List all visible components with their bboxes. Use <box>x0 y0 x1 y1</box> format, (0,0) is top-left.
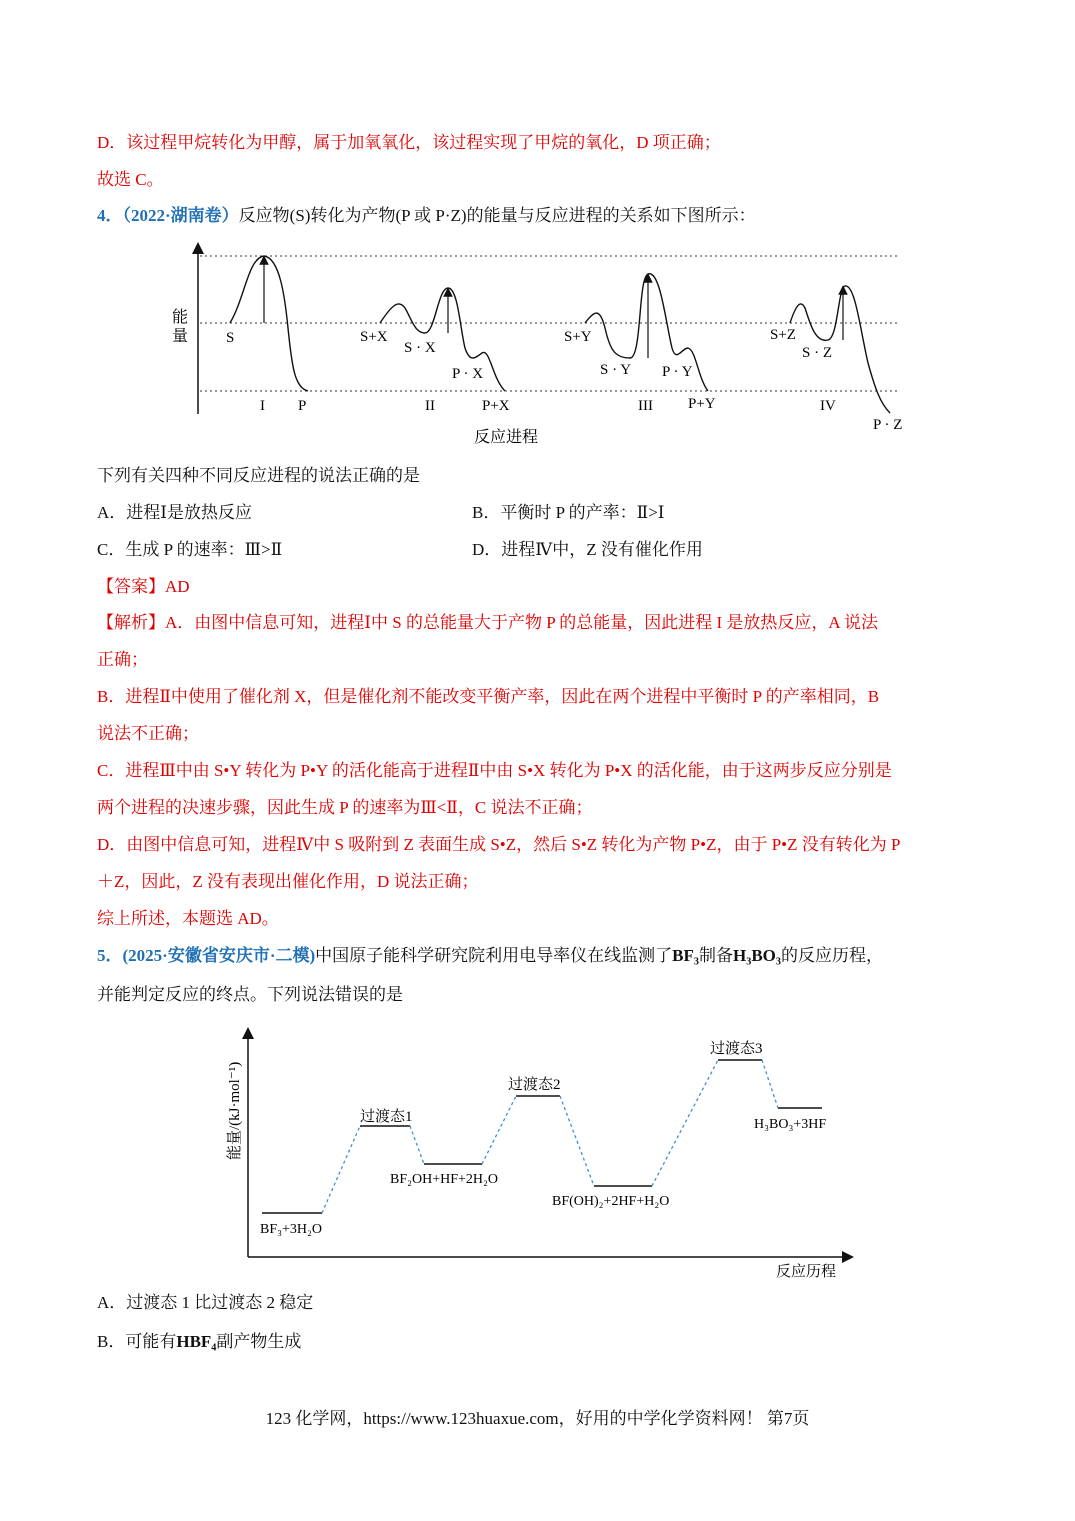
q4-question-text: 反应物(S)转化为产物(P 或 P·Z)的能量与反应进程的关系如下图所示： <box>238 206 756 225</box>
fig2-connector-6 <box>762 1060 778 1108</box>
q5-option-a: A．过渡态 1 比过渡态 2 稳定 <box>97 1293 314 1312</box>
fig2-ylabel: 能量/(kJ·mol⁻¹) <box>227 1061 243 1160</box>
q5-text-b: 制备 <box>699 946 733 965</box>
q5-number: 5． <box>97 946 123 965</box>
fig2-connector-1 <box>322 1126 360 1213</box>
q4-source: （2022·湖南卷） <box>122 206 239 225</box>
fig1-label-P: P <box>298 398 307 414</box>
q5-option-b-text-b: 副产物生成 <box>216 1332 302 1351</box>
q4-header <box>97 205 756 227</box>
fig1-label-P_Z: P · Z <box>873 417 903 433</box>
q4-summary: 综上所述，本题选 AD。 <box>97 909 279 928</box>
fig1-label-P_Y: P · Y <box>662 364 693 380</box>
fig2-connector-5 <box>652 1060 718 1186</box>
prev-answer-summary: 故选 C。 <box>97 170 164 189</box>
q4-explanation-4a: D．由图中信息可知，进程Ⅳ中 S 吸附到 Z 表面生成 S•Z，然后 S•Z 转化为产物 P•Z，由于 P•Z 没有转化为 P <box>97 835 901 854</box>
q4-stem: 下列有关四种不同反应进程的说法正确的是 <box>97 466 420 485</box>
q4-explanation-3b: 两个进程的决速步骤，因此生成 P 的速率为Ⅲ<Ⅱ，C 说法不正确； <box>97 798 593 817</box>
fig1-label-PY: P+Y <box>688 396 716 412</box>
q4-explanation-1b: 正确； <box>97 650 148 669</box>
q4-number: 4． <box>97 206 123 225</box>
q4-explanation-3a: C．进程Ⅲ中由 S•Y 转化为 P•Y 的活化能高于进程Ⅱ中由 S•X 转化为 P•X 的活化能，由于这两步反应分别是 <box>97 761 892 780</box>
q5-option-b <box>97 1331 301 1353</box>
fig2-connector-3 <box>482 1096 516 1164</box>
q5-h3bo3: H₃BO₃ <box>733 946 781 965</box>
prev-option-d-explanation: D．该过程甲烷转化为甲醇，属于加氧氧化，该过程实现了甲烷的氧化，D 项正确； <box>97 133 721 152</box>
fig1-label-II: II <box>425 398 435 414</box>
fig2-label-reactants: BF₃+3H₂O <box>260 1222 323 1237</box>
fig2-connector-4 <box>560 1096 594 1186</box>
fig1-label-PX: P+X <box>482 398 510 414</box>
fig1-label-III: III <box>638 398 653 414</box>
fig1-label-P_X: P · X <box>452 366 484 382</box>
fig1-label-S: S <box>226 330 235 346</box>
page-footer: 123 化学网，https://www.123huaxue.com，好用的中学化学资料网！ 第7页 <box>265 1409 810 1428</box>
q5-option-b-chem: HBF₄ <box>176 1332 217 1351</box>
fig1-label-S_Z: S · Z <box>802 345 832 361</box>
fig2-label-products: H₃BO₃+3HF <box>754 1117 827 1132</box>
fig2-label-int1: BF₂OH+HF+2H₂O <box>390 1172 499 1187</box>
q5-text-c: 的反应历程， <box>780 946 883 965</box>
q5-reaction-profile-figure <box>220 1025 860 1285</box>
q5-text-2: 并能判定反应的终点。下列说法错误的是 <box>97 985 403 1004</box>
fig2-label-int2: BF(OH)₂+2HF+H₂O <box>552 1194 670 1209</box>
q4-answer: 【答案】AD <box>97 577 190 596</box>
q4-option-a: A．进程Ⅰ是放热反应 <box>97 503 252 522</box>
fig1-label-S_Y: S · Y <box>600 362 632 378</box>
fig1-label-SY: S+Y <box>564 329 592 345</box>
fig2-label-ts1: 过渡态1 <box>360 1109 413 1125</box>
q5-bf3: BF₃ <box>672 946 699 965</box>
q4-explanation-2a: B．进程Ⅱ中使用了催化剂 X，但是催化剂不能改变平衡产率，因此在两个进程中平衡时 P 的产率相同，B <box>97 687 880 706</box>
fig2-label-ts3: 过渡态3 <box>710 1041 763 1057</box>
q4-option-c: C．生成 P 的速率：Ⅲ>Ⅱ <box>97 540 283 559</box>
q4-option-d: D．进程Ⅳ中，Z 没有催化作用 <box>472 540 703 559</box>
fig1-label-SX: S+X <box>360 329 388 345</box>
fig1-label-IV: IV <box>820 398 836 414</box>
fig2-label-ts2: 过渡态2 <box>508 1077 561 1093</box>
fig2-connector-2 <box>410 1126 424 1164</box>
q4-explanation-4b: ＋Z，因此，Z 没有表现出催化作用，D 说法正确； <box>97 872 479 891</box>
fig1-label-S_X: S · X <box>404 340 436 356</box>
q4-energy-profile-figure <box>160 238 920 450</box>
fig1-curve-process-2 <box>380 288 505 391</box>
fig1-ylabel-char-1: 能 <box>172 309 189 326</box>
fig1-label-SZ: S+Z <box>770 327 796 343</box>
q5-source: (2025·安徽省安庆市·二模) <box>122 946 316 965</box>
q5-text-a: 中国原子能科学研究院利用电导率仪在线监测了 <box>315 946 673 965</box>
q5-option-b-text-a: B．可能有 <box>97 1332 177 1351</box>
fig1-xlabel: 反应进程 <box>474 429 539 446</box>
q4-explanation-1a: 【解析】A．由图中信息可知，进程Ⅰ中 S 的总能量大于产物 P 的总能量，因此进程 I 是放热反应，A 说法 <box>97 613 879 632</box>
q4-option-b: B．平衡时 P 的产率：Ⅱ>Ⅰ <box>472 503 665 522</box>
fig1-label-I: I <box>260 398 265 414</box>
q5-header <box>97 945 883 967</box>
fig1-ylabel-char-2: 量 <box>172 328 189 345</box>
fig2-xlabel: 反应历程 <box>776 1264 837 1280</box>
q4-explanation-2b: 说法不正确； <box>97 724 199 743</box>
